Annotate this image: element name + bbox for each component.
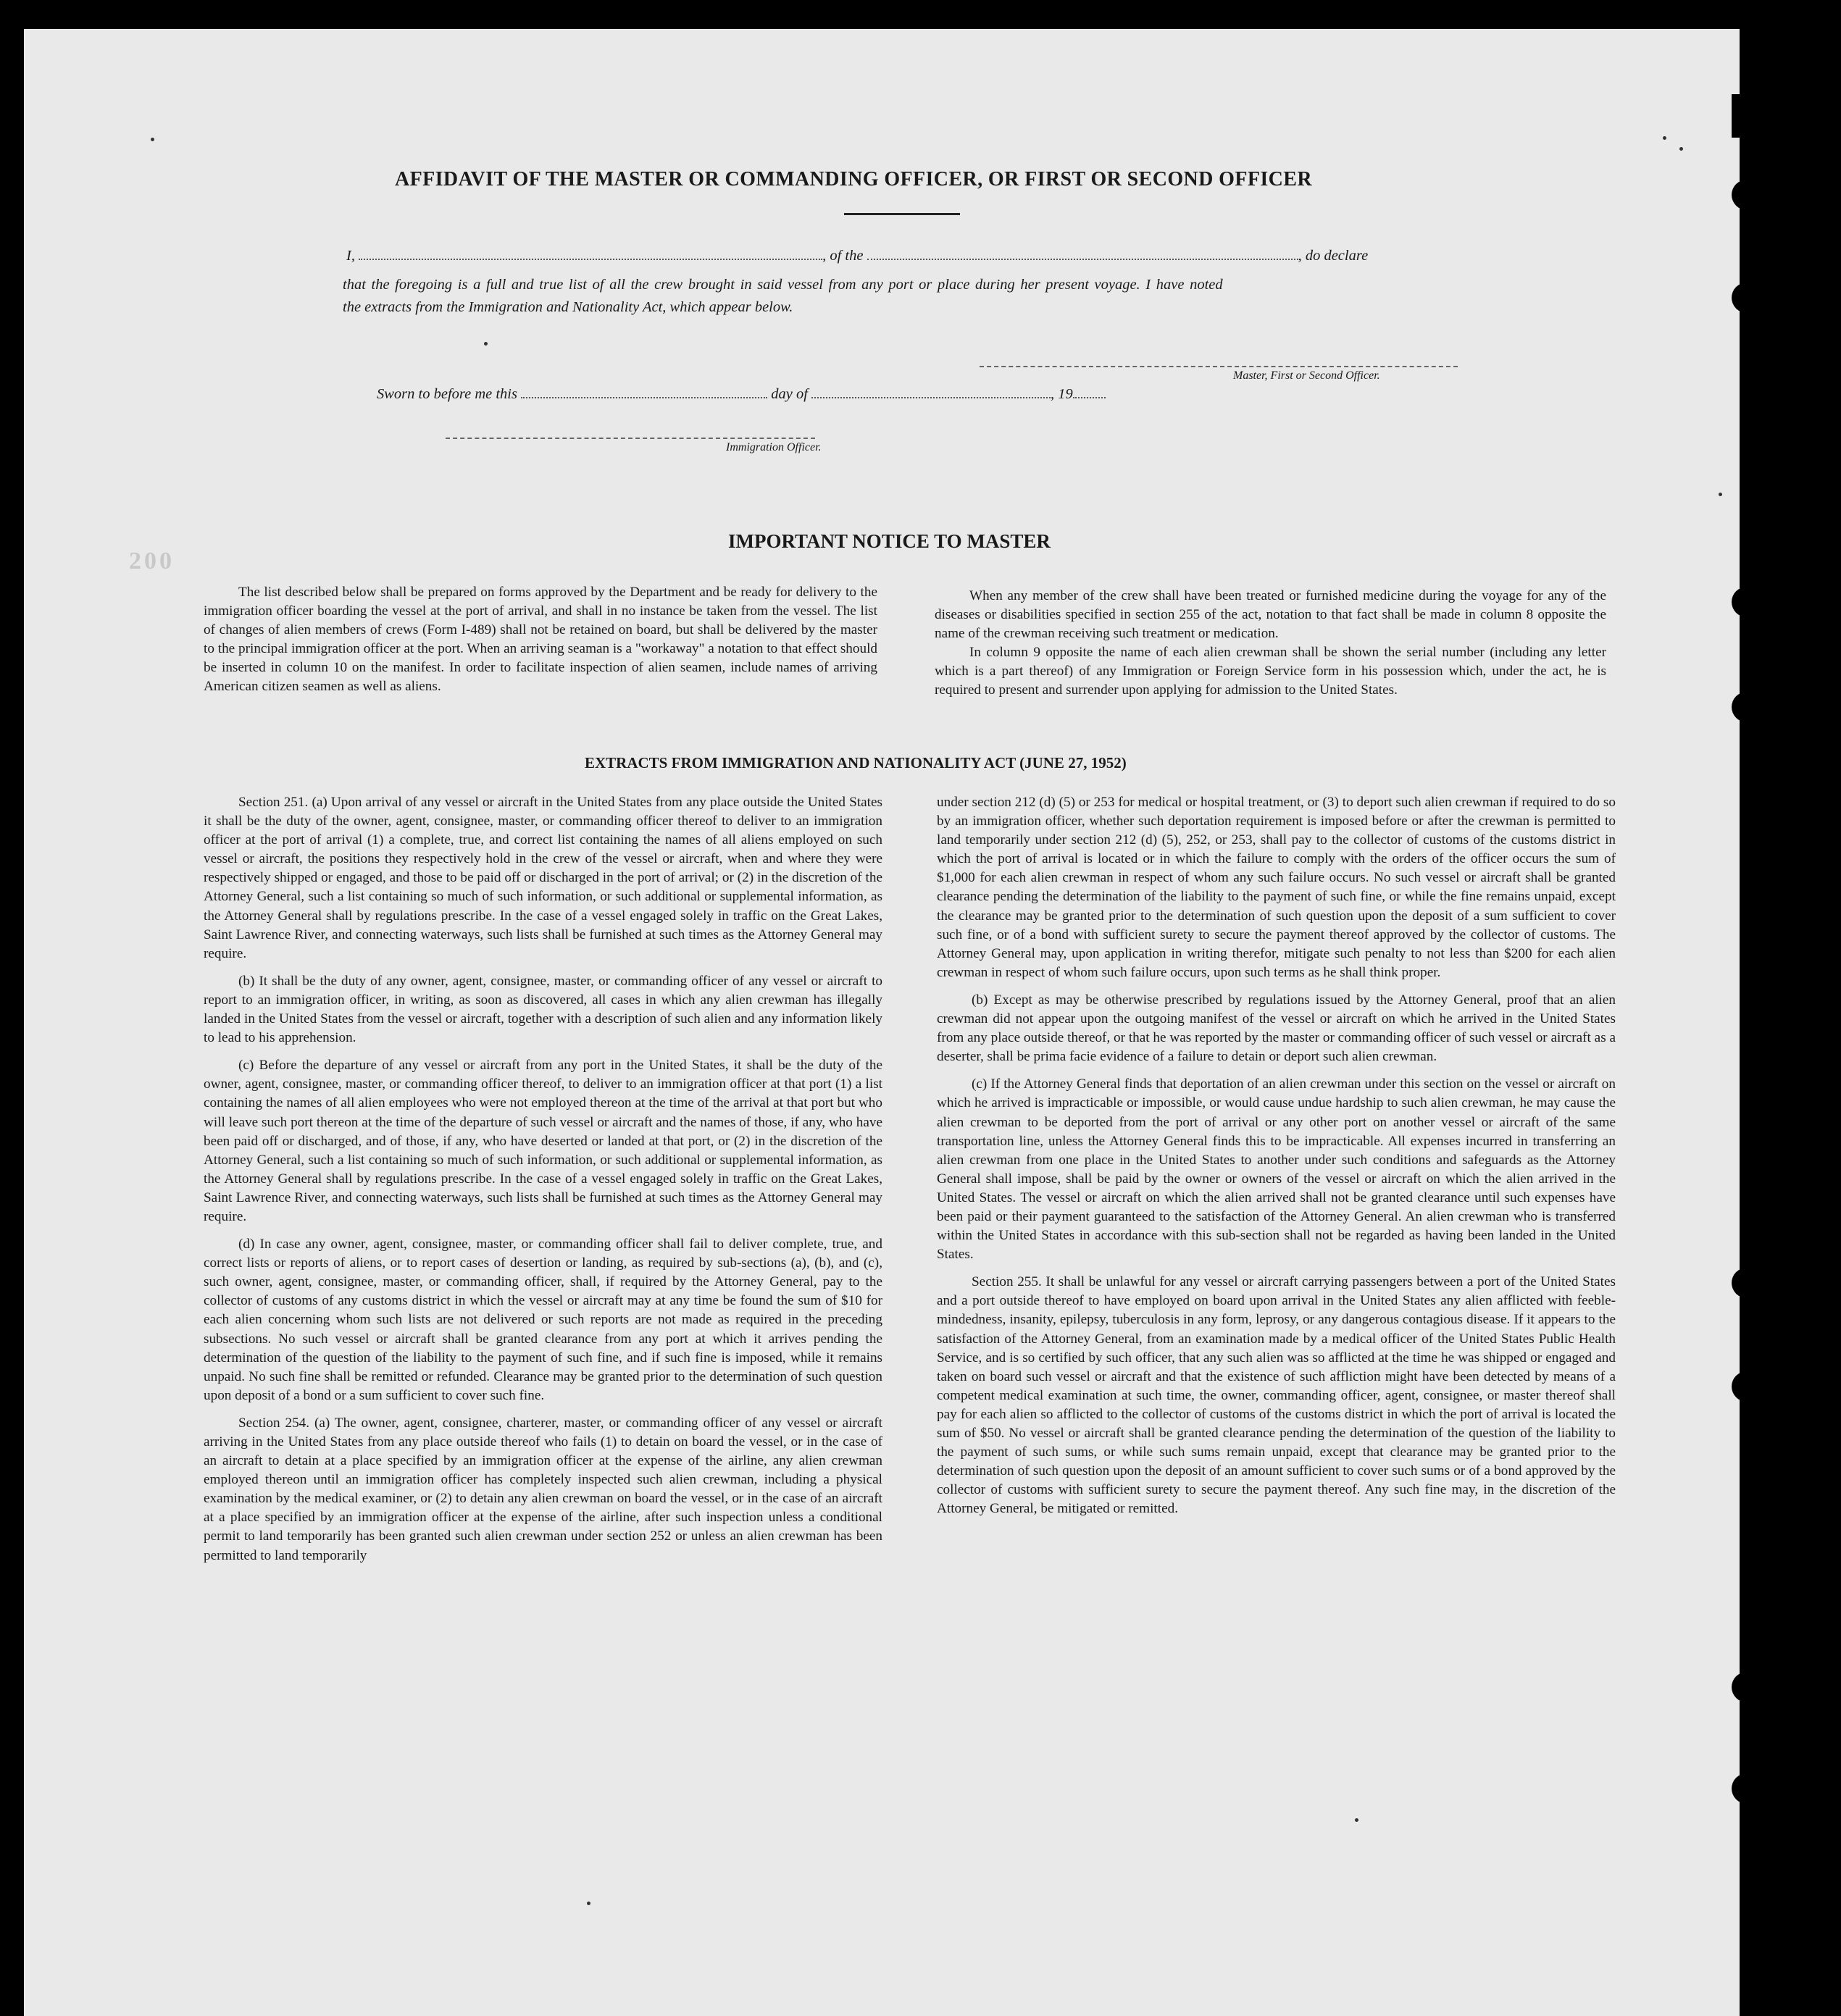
vessel-name-field[interactable] [867, 258, 1298, 260]
declarant-label: I, [346, 248, 355, 264]
sworn-month-field[interactable] [811, 396, 1051, 398]
act-section-paragraph: Section 255. It shall be unlawful for any vessel or aircraft carrying passengers between a port of the United States and a port outside thereof to have employed on board upon arrival in the United States any alien afflicted with feeble-mindedness, insanity, epilepsy, tuberculosis in any form, leprosy, or any dangerous contagious disease. If it appears to the satisfaction of the Attorney General, from an examination made by a medical officer of the United States Public Health Service, and is so certified by such officer, that any such alien was so afflicted at the time he was shipped or engaged and taken on board such vessel or aircraft and that the existence of such affliction might have been detected by means of a competent medical examination at such time, the owner, commanding officer, agent, consignee, or master thereof shall pay for each alien so afflicted to the collector of customs of the customs district in which the port of arrival is located the sum of $50. No vessel or aircraft shall be granted clearance pending the determination of the question of the liability to the payment of such sums, or while such sums remain unpaid, except that clearance may be granted prior to the determination of such question upon the deposit of an amount sufficient to cover such sums or of a bond approved by the collector of customs with sufficient surety to secure the payment thereof. Any such fine may, in the discretion of the Attorney General, be mitigated or remitted. [937, 1274, 1616, 1517]
act-section-paragraph: Section 254. (a) The owner, agent, consignee, charterer, master, or commanding officer of any vessel or aircraft arriving in the United States from any place outside thereof who fails (1) to detain on board the vessel, or in the case of an aircraft to detain at a place specified by an immigration officer at the expense of the airline, any alien crewman employed thereon until an immigration officer has completely inspected such alien crewman, including a physical examination by the medical examiner, or (2) to detain any alien crewman on board the vessel, or in the case of an aircraft at a place specified by an immigration officer at the expense of the airline, after such inspection unless a conditional permit to land temporarily has been granted such alien crewman under section 252 or unless an alien crewman has been permitted to land temporarily [204, 1415, 882, 1563]
declaration-line-2: that the foregoing is a full and true list of all the crew brought in said vessel from any port or place during her present voyage. I have noted [343, 277, 1223, 293]
title-rule [844, 213, 960, 215]
dust-speck [1719, 493, 1722, 496]
act-section-paragraph: (c) If the Attorney General finds that deportation of an alien crewman under this section on the vessel or aircraft on which he arrived is impracticable or impossible, or would cause undue hardship to such alien crewman, he may cause the alien crewman to be deported from the port of arrival or any other port on another vessel or aircraft of the same transportation line, unless the Attorney General finds this to be impracticable. All expenses incurred in transferring an alien crewman from one place in the United States to another under such conditions and safeguards as the Attorney General shall impose, shall be paid by the owner or owners of the vessel or aircraft on which the alien arrived in the United States. The vessel or aircraft on which the alien arrived shall not be granted clearance until such expenses have been paid or their payment guaranteed to the satisfaction of the Attorney General. An alien crewman who is transferred within the United States in accordance with this sub-section shall not be regarded as having been landed in the United States. [937, 1076, 1616, 1263]
notice-heading: IMPORTANT NOTICE TO MASTER [728, 530, 1051, 552]
notice-paragraph: When any member of the crew shall have been treated or furnished medicine during the voyage for any of the diseases or disabilities specified in section 255 of the act, notation to that fact shall be made in column 8 opposite the name of the crewman receiving such treatment or medication. [935, 588, 1606, 642]
sworn-line [377, 386, 1106, 403]
notice-paragraph: The list described below shall be prepared on forms approved by the Department and be ready for delivery to the immigration officer boarding the vessel at the port of arrival, and shall in no instance be taken from the vessel. The list of changes of alien members of crews (Form I-489) shall not be retained on board, but shall be delivered by the master to the principal immigration officer at the port. When an arriving seaman is a "workaway" a notation to that effect should be inserted in column 10 on the manifest. In order to facilitate inspection of alien seamen, include names of arriving American citizen seamen as well as aliens. [204, 585, 877, 695]
act-section-paragraph: (c) Before the departure of any vessel or aircraft from any port in the United States, it shall be the duty of the owner, agent, consignee, master, or commanding officer thereof, to deliver to an immigration officer at that port (1) a list containing the names of all alien employees who were not employed thereon at the time of the arrival at that port but who will leave such port thereon at the time of the departure of such vessel or aircraft and the names of those, if any, who have been paid off or discharged, and of those, if any, who have deserted or landed at that port, or (2) in the discretion of the Attorney General, such a list containing so much of such information, or such additional or supplemental information, as the Attorney General shall by regulations prescribe. In the case of a vessel engaged solely in traffic on the Great Lakes, Saint Lawrence River, and connecting waterways, such lists shall be furnished at such times as the Attorney General may require. [204, 1058, 882, 1224]
immigration-officer-signature-line[interactable] [446, 438, 815, 439]
dust-speck [151, 138, 154, 141]
punch-hole [1732, 1672, 1762, 1702]
faded-stamp-mark: 200 [129, 548, 175, 574]
extracts-left-column [204, 793, 882, 1574]
sworn-label: Sworn to before me this [377, 386, 517, 402]
act-section-paragraph: under section 212 (d) (5) or 253 for medical or hospital treatment, or (3) to deport such alien crewman if required to do so by an immigration officer, whether such deportation requirement is imposed before or after the crewman is permitted to land temporarily under section 212 (d) (5), 252, or 253, shall pay to the collector of customs of the customs district in which the port of arrival is located or in which the failure to comply with the orders of the officer occurs the sum of $1,000 for each alien crewman in respect of whom any such failure occurs. No such vessel or aircraft shall be granted clearance pending the determination of the liability to the payment of such fine, or while the fine remains unpaid, except the clearance may be granted prior to the determination of such question upon the deposit of a sum sufficient to cover such fine, or of a bond with sufficient surety to secure the payment thereof approved by the collector of customs. The Attorney General may, upon application in writing therefor, mitigate such penalty to not less than $200 for each alien crewman in respect of whom such failure occurs, upon such terms as he shall think proper. [937, 795, 1616, 980]
dust-speck [1679, 147, 1683, 151]
master-signature-line[interactable] [980, 366, 1458, 367]
punch-hole [1732, 283, 1762, 313]
vessel-label: , of the [822, 248, 864, 264]
master-caption: Master, First or Second Officer. [1233, 369, 1380, 382]
notice-right-column [935, 587, 1606, 709]
punch-hole [1732, 1371, 1762, 1402]
dust-speck [1355, 1818, 1358, 1822]
sworn-year-field[interactable] [1073, 396, 1106, 398]
punch-hole [1732, 1268, 1762, 1298]
sworn-day-field[interactable] [521, 396, 767, 398]
notice-paragraph: In column 9 opposite the name of each alien crewman shall be shown the serial number (including any letter which is a part thereof) of any Immigration or Foreign Service form in his possession which, under the act, he is required to present and surrender upon applying for admission to the United States. [935, 645, 1606, 698]
act-section-paragraph: (d) In case any owner, agent, consignee, master, or commanding officer shall fail to deliver complete, true, and correct lists or reports of aliens, or to report cases of desertion or landing, as required by sub-sections (a), (b), and (c), such owner, agent, consignee, master, or commanding officer, shall, if required by the Attorney General, pay to the collector of customs of any customs district in which the vessel or aircraft may at any time be found the sum of $10 for each alien concerning whom such lists are not delivered or such reports are not made as required in the preceding subsections. No such vessel or aircraft shall be granted clearance from any port at which it arrives pending the determination of the question of the liability to the payment of such fine, and if such fine is imposed, while it remains unpaid. No such fine shall be remitted or refunded. Clearance may be granted prior to the determination of such question upon deposit of a bond or a sum sufficient to cover such fine. [204, 1237, 882, 1403]
act-section-paragraph: Section 251. (a) Upon arrival of any vessel or aircraft in the United States from any place outside the United States it shall be the duty of the owner, agent, consignee, master, or commanding officer thereof to deliver to an immigration officer at the port of arrival (1) a complete, true, and correct list containing the names of all aliens employed on such vessel or aircraft, the positions they respectively hold in the crew of the vessel or aircraft, when and where they were respectively shipped or engaged, and those to be paid off or discharged in the port of arrival; or (2) in the discretion of the Attorney General, such a list containing so much of such information, or such additional or supplemental information, as the Attorney General shall by regulations prescribe. In the case of a vessel engaged solely in traffic on the Great Lakes, Saint Lawrence River, and connecting waterways, such lists shall be furnished at such times as the Attorney General may require. [204, 795, 882, 961]
declare-label: , do declare [1298, 248, 1369, 264]
dust-speck [587, 1902, 590, 1905]
extracts-heading: EXTRACTS FROM IMMIGRATION AND NATIONALITY ACT (JUNE 27, 1952) [585, 754, 1127, 771]
act-section-paragraph: (b) It shall be the duty of any owner, agent, consignee, master, or commanding officer of any vessel or aircraft to report to an immigration officer, in writing, as soon as discovered, all cases in which any alien crewman has illegally landed in the United States from the vessel or aircraft, together with a description of such alien and any information likely to lead to his apprehension. [204, 973, 882, 1046]
declaration-line-1 [346, 248, 1368, 264]
year-label: , 19 [1051, 386, 1073, 402]
immigration-officer-caption: Immigration Officer. [726, 441, 822, 453]
affidavit-title: AFFIDAVIT OF THE MASTER OR COMMANDING OFFICER, OR FIRST OR SECOND OFFICER [395, 168, 1312, 191]
dust-speck [484, 342, 488, 346]
dust-speck [1663, 136, 1666, 140]
page-corner-notch [1732, 94, 1746, 138]
act-section-paragraph: (b) Except as may be otherwise prescribed by regulations issued by the Attorney General, proof that an alien crewman did not appear upon the outgoing manifest of the vessel or aircraft on which he arrived in the United States from any place outside thereof, or that he was reported by the master or commanding officer of such vessel or aircraft as a deserter, shall be prima facie evidence of a failure to detain or deport such alien crewman. [937, 992, 1616, 1065]
punch-hole [1732, 692, 1762, 722]
declarant-name-field[interactable] [359, 258, 822, 260]
punch-hole [1732, 1773, 1762, 1804]
extracts-right-column [937, 793, 1616, 1527]
punch-hole [1732, 587, 1762, 617]
day-of-label: day of [771, 386, 808, 402]
punch-hole [1732, 180, 1762, 210]
page-corner-tab [1740, 29, 1841, 2016]
declaration-line-3: the extracts from the Immigration and Nationality Act, which appear below. [343, 299, 793, 315]
notice-left-column [204, 583, 877, 706]
